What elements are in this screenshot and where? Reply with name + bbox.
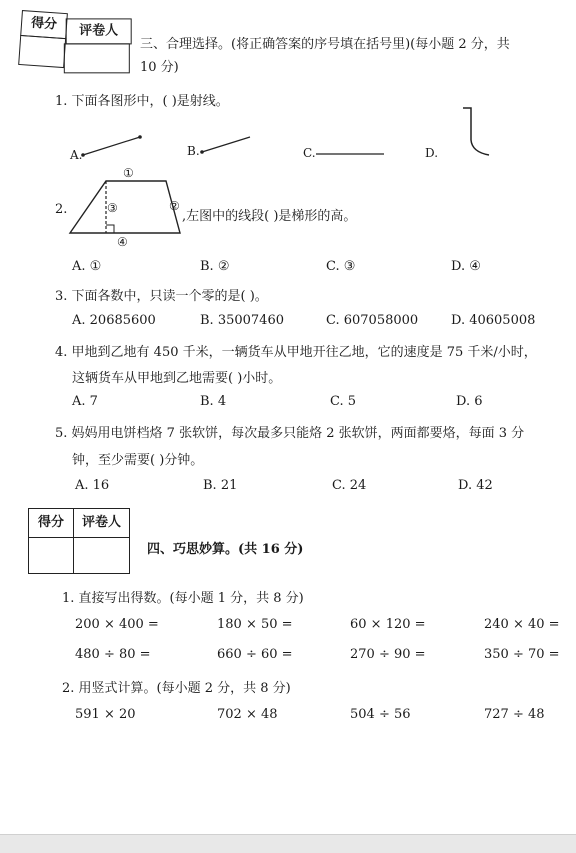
calc-row2-item4: 350 ÷ 70 = — [484, 647, 560, 662]
q5-line2: 钟，至少需要( )分钟。 — [72, 453, 204, 468]
q4-option-a: A. 7 — [72, 394, 98, 409]
q1-figure-a-segment — [83, 137, 140, 155]
section4-sub2-title: 2. 用竖式计算。(每小题 2 分，共 8 分) — [62, 681, 291, 696]
q1-figure-b-point — [200, 150, 204, 154]
calc-row1-item1: 200 × 400 = — [75, 617, 159, 632]
q2-mark-2: ② — [169, 199, 180, 213]
q2-text: ,左图中的线段( )是梯形的高。 — [182, 209, 357, 224]
section3-grader-label-cell — [66, 18, 132, 44]
vertical-calc-item2: 702 × 48 — [217, 707, 278, 722]
q1-option-c-label: C. — [303, 146, 316, 160]
section4-grader-value-cell[interactable] — [73, 537, 130, 574]
q1-option-d-label: D. — [425, 146, 439, 160]
q4-option-c: C. 5 — [330, 394, 357, 409]
q1-option-b-label: B. — [187, 144, 200, 158]
section3-score-value-cell[interactable] — [18, 35, 66, 68]
q5-option-a: A. 16 — [75, 478, 110, 493]
section4-grader-label: 评卷人 — [81, 515, 121, 530]
calc-row2-item2: 660 ÷ 60 = — [217, 647, 293, 662]
section4-title: 四、巧思妙算。(共 16 分) — [147, 542, 304, 557]
q2-option-b: B. ② — [200, 259, 230, 274]
q1-text: 1. 下面各图形中，( )是射线。 — [55, 94, 229, 109]
q5-line1: 5. 妈妈用电饼档烙 7 张软饼，每次最多只能烙 2 张软饼，两面都要烙，每面 3 分 — [55, 426, 525, 441]
q1-figure-b-ray — [202, 137, 250, 152]
section3-grader-label: 评卷人 — [79, 23, 119, 39]
section4-score-box — [28, 508, 130, 574]
vertical-calc-item4: 727 ÷ 48 — [484, 707, 545, 722]
section3-title-line1: 三、合理选择。(将正确答案的序号填在括号里)(每小题 2 分，共 — [140, 37, 510, 52]
q3-option-b: B. 35007460 — [200, 313, 284, 328]
section3-grader-value-cell[interactable] — [64, 43, 130, 73]
q3-option-d: D. 40605008 — [451, 313, 536, 328]
q4-line2: 这辆货车从甲地到乙地需要( )小时。 — [72, 371, 282, 386]
calc-row1-item4: 240 × 40 = — [484, 617, 560, 632]
q5-option-c: C. 24 — [332, 478, 367, 493]
q2-trapezoid — [70, 181, 180, 233]
q1-figure-d-curve — [463, 108, 489, 155]
q5-option-b: B. 21 — [203, 478, 238, 493]
q2-mark-1: ① — [123, 166, 134, 180]
calc-row1-item2: 180 × 50 = — [217, 617, 293, 632]
section3-score-label: 得分 — [30, 15, 58, 33]
section4-sub1-title: 1. 直接写出得数。(每小题 1 分，共 8 分) — [62, 591, 304, 606]
q3-option-a: A. 20685600 — [72, 313, 156, 328]
q1-option-a-label: A. — [70, 148, 83, 162]
q2-option-a: A. ① — [72, 259, 102, 274]
q5-option-d: D. 42 — [458, 478, 493, 493]
q3-option-c: C. 607058000 — [326, 313, 419, 328]
q2-mark-3: ③ — [107, 201, 118, 215]
section3-title-line2: 10 分) — [140, 60, 179, 75]
q4-option-b: B. 4 — [200, 394, 227, 409]
q2-option-c: C. ③ — [326, 259, 356, 274]
q4-option-d: D. 6 — [456, 394, 483, 409]
q1-figures — [0, 100, 576, 170]
q2-mark-4: ④ — [117, 235, 128, 249]
bottom-scroll-bar[interactable] — [0, 834, 576, 853]
q4-line1: 4. 甲地到乙地有 450 千米，一辆货车从甲地开往乙地，它的速度是 75 千米/小时， — [55, 345, 537, 360]
q2-number: 2. — [55, 202, 68, 217]
section4-score-label-cell — [28, 508, 74, 538]
section4-grader-label-cell — [73, 508, 130, 538]
vertical-calc-item1: 591 × 20 — [75, 707, 136, 722]
calc-row1-item3: 60 × 120 = — [350, 617, 426, 632]
calc-row2-item3: 270 ÷ 90 = — [350, 647, 426, 662]
section4-score-label: 得分 — [37, 515, 64, 530]
section4-score-value-cell[interactable] — [28, 537, 74, 574]
calc-row2-item1: 480 ÷ 80 = — [75, 647, 151, 662]
q3-text: 3. 下面各数中，只读一个零的是( )。 — [55, 289, 268, 304]
section3-score-box — [18, 10, 134, 74]
q2-option-d: D. ④ — [451, 259, 481, 274]
q2-right-angle-mark — [106, 225, 114, 233]
vertical-calc-item3: 504 ÷ 56 — [350, 707, 411, 722]
q1-figure-a-point-right — [138, 135, 142, 139]
